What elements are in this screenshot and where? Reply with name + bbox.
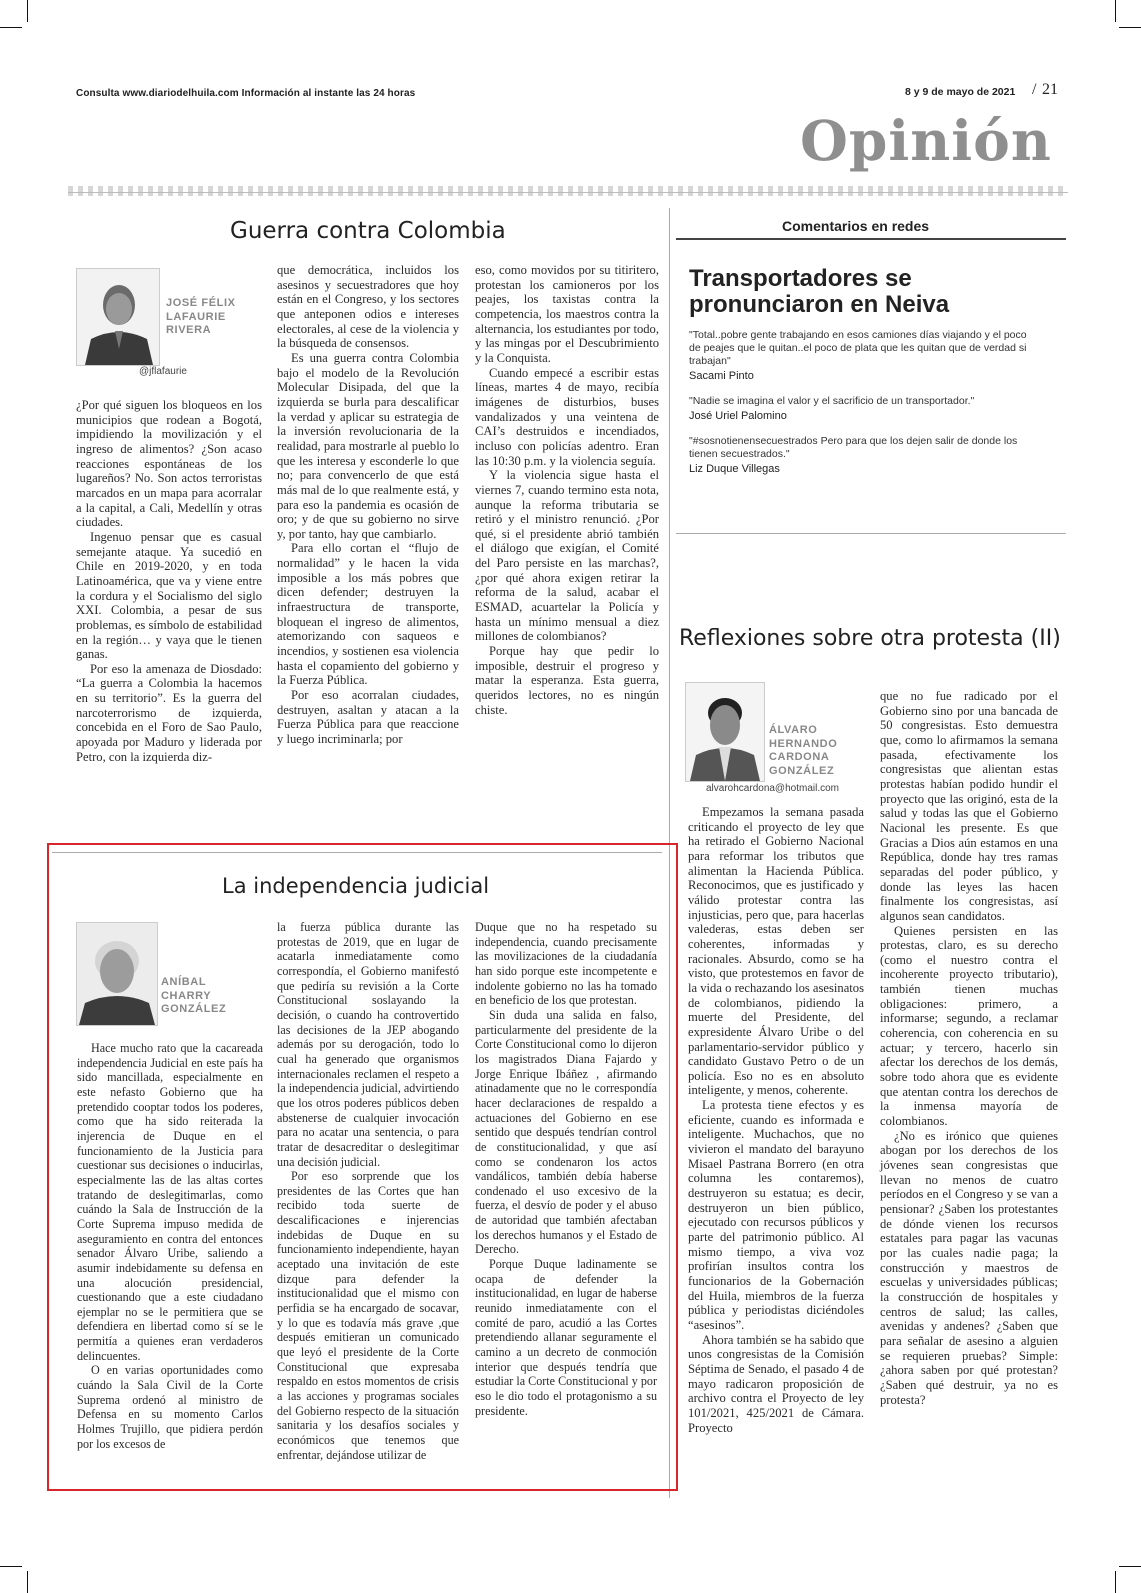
comments-headline: Transportadores se pronunciaron en Neiva: [689, 265, 950, 318]
author-photo: [76, 922, 158, 1026]
comment-quote: "Total..pobre gente trabajando en esos camiones días viajando y el poco de peajes que le quitan..el poco de plata que les quitan que de verdad si trabajan": [689, 329, 1027, 367]
article-column: eso, como movidos por su titiritero, protestan los camioneros por los peajes, los taxistas contra la competencia, los maestros contra la alternancia, los estudiantes por todo, y las mingas por el Descubrimiento y la Conquista. Cuando empecé a escribir estas líneas, martes 4 de mayo, recibía imágenes de disturbios, buses vandalizados y una veintena de CAI’s destruidos e incendiados, incluso con policías adentro. Eran las 10:30 p.m. y la violencia seguía. Y la violencia sigue hasta el viernes 7, cuando termino esta nota, aunque la reforma tributaria se retiró y el ministro renunció. ¿Por qué, si el presidente abrió también el diálogo que exigían, el Comité del Paro persiste en las marchas?, ¿por qué ahora exigen retirar la reforma de la salud, acabar el ESMAD, acuartelar la Policía y hasta un mínimo mensual a diez millones de colombianos? Porque hay que pedir lo imposible, destruir el progreso y matar la esperanza. Esta guerra, queridos lectores, no es ningún chiste.: [475, 263, 659, 717]
article-title: La independencia judicial: [222, 874, 490, 898]
author-name: ANÍBAL CHARRY GONZÁLEZ: [161, 976, 227, 1015]
comment-item: [689, 395, 1039, 422]
article-column: Hace mucho rato que la cacareada independencia Judicial en este país ha sido mancillada, especialmente en este nefasto Gobierno que ha pretendido cooptar todos los poderes, como que ha sido reiterada la injerencia de Duque en el funcionamiento de la Justicia para cuestionar sus decisiones o inducirlas, especialmente las de las altas cortes tratando de deslegitimarlas, como cuándo la Sala de Instrucción de la Corte Suprema impuso medida de aseguramiento en contra del entonces senador Álvaro Uribe, saliendo a asumir indebidamente su defensa en una alocución presidencial, cuestionando que a este ciudadano ejemplar no se le permitiera que se defendiera en libertad como sí se le permitía a quienes eran verdaderos delincuentes. O en varias oportunidades como cuándo la Sala Civil de la Corte Suprema ordenó al ministro de Defensa en su momento Carlos Holmes Trujillo, que pidiera perdón por los excesos de: [77, 1041, 263, 1451]
header-date: 8 y 9 de mayo de 2021: [905, 86, 1016, 98]
crop-mark: [1115, 0, 1116, 22]
comment-item: [689, 329, 1039, 382]
crop-mark: [27, 1571, 28, 1593]
author-photo: [685, 682, 765, 782]
crop-mark: [0, 1566, 22, 1567]
article-title: Reflexiones sobre otra protesta (II): [679, 626, 1061, 651]
author-email: alvarohcardona@hotmail.com: [706, 783, 839, 794]
comment-quote: "#sosnotienensecuestrados Pero para que los dejen salir de donde los tienen secuestrados.": [689, 435, 1018, 460]
crop-mark: [1119, 27, 1141, 28]
decorative-band: [68, 186, 1068, 196]
page-number: 21: [1042, 81, 1058, 98]
author-photo: [76, 268, 160, 366]
section-divider: [676, 533, 1066, 534]
article-column: Duque que no ha respetado su independencia, cuando precisamente las movilizaciones de la ciudadanía han sido porque este incompetente e indolente gobierno no las ha tomado en beneficio de los que protestan. Sin duda una salida en falso, particularmente del presidente de la Corte Constitucional como lo dijeron los magistrados Diana Fajardo y Jorge Enrique Ibáñez , afirmando atinadamente que no le correspondía hacer declaraciones de respaldo a actuaciones del Gobierno en ese sentido que después tendrían control de constitucionalidad, y que así como se condenaron los actos vandálicos, también debía haberse condenado el uso excesivo de la fuerza, el desvío de poder y el abuso de autoridad que también afectaban los derechos humanos y el Estado de Derecho. Porque Duque ladinamente se ocapa de defender la institucionalidad, en lugar de haberse reunido inmediatamente con el comité de paro, acudió a las Cortes pretendiendo allanar seguramente el camino a un decreto de conmoción interior que después tendría que estudiar la Corte Constitucional y por eso le dio todo el protagonismo a su presidente.: [475, 920, 657, 1418]
author-handle: @jflafaurie: [139, 366, 187, 377]
comment-quote: "Nadie se imagina el valor y el sacrificio de un transportador.": [689, 395, 975, 407]
article-column: Empezamos la semana pasada criticando el proyecto de ley que ha retirado el Gobierno Nacional para reformar los tributos que alimentan la Hacienda Pública. Reconocimos, que es justificado y válido protestar contra las injusticias, pero que, para hacerlas valederas, estas deben ser coherentes, informadas y racionales. Absurdo, como se ha visto, que protestemos en favor de la vida o rechazando los asesinatos de colombianos, pidiendo la muerte del Presidente, del expresidente Álvaro Uribe o del parlamentario-servidor público y candidato Gustavo Petro o de un policía. Eso no es en absoluto inteligente, y menos, coherente. La protesta tiene efectos y es eficiente, cuando es informada e inteligente. Muchachos, que no vivieron el mandato del barayuno Misael Pastrana Borrero (en otra columna les contaremos), destruyeron su estatua; es decir, destruyeron un bien público, ejecutado con recursos públicos y parte del patrimonio público. Al mismo tiempo, a viva voz profirían insultos contra los funcionarios de la Gobernación del Huila, miembros de la fuerza pública y periodistas diciéndoles “asesinos”. Ahora también se ha sabido que unos congresistas de la Comisión Séptima de Senado, el pasado 4 de mayo radicaron proposición de archivo contra el Proyecto de ley 101/2021, 425/2021 de Cámara. Proyecto: [688, 805, 864, 1435]
article-column: ¿Por qué siguen los bloqueos en los municipios que rodean a Bogotá, impidiendo la movilización y el ingreso de alimentos? ¿Son acaso reacciones espontáneas de los lugareños? No. Son actos terroristas marcados en un mapa para acorralar a la capital, a Cali, Medellín y otras ciudades. Ingenuo pensar que es casual semejante ataque. Ya sucedió en Chile en 2019-2020, y en toda Latinoamérica, que va y viene entre la cordura y el Socialismo del siglo XXI. Colombia, a pesar de sus problemas, es símbolo de estabilidad en la región… y vaya que le tienen ganas. Por eso la amenaza de Diosdado: “La guerra a Colombia la hacemos en su territorio”. Es la guerra del narcoterrorismo de izquierda, concebida en el Foro de Sao Paulo, apoyada por Maduro y liderada por Petro, con la izquierda diz-: [76, 398, 262, 764]
crop-mark: [1115, 1571, 1116, 1593]
section-divider: [676, 238, 1066, 240]
header-tagline: Consulta www.diariodelhuila.com Información al instante las 24 horas: [76, 88, 416, 99]
article-column: que democrática, incluidos los asesinos y secuestradores que hoy están en el Congreso, y los sectores que anteponen odios e intereses electorales, al cese de la violencia y la búsqueda de consensos. Es una guerra contra Colombia bajo el modelo de la Revolución Molecular Disipada, del que la izquierda se burla para descalificar la verdad y aplicar su estrategia de la inversión revolucionaria de la realidad, para mostrarle al pueblo lo que les interesa y esconderle lo que no; para convencerlo de que está más mal de lo que realmente está, y para eso la pandemia es ocasión de oro; y de que su gobierno no sirve y, por tanto, hay que cambiarlo. Para ello cortan el “flujo de normalidad” y le hacen la vida imposible a los más pobres que dicen defender; destruyen la infraestructura de transporte, bloquean el ingreso de alimentos, atemorizando con saqueos e incendios, y sostienen esa violencia hasta el copamiento del gobierno y la Fuerza Pública. Por eso acorralan ciudades, destruyen, asaltan y atacan a la Fuerza Pública para que reaccione y luego incriminarla; por: [277, 263, 459, 746]
author-name: ÁLVARO HERNANDO CARDONA GONZÁLEZ: [769, 724, 838, 777]
author-name: JOSÉ FÉLIX LAFAURIE RIVERA: [166, 297, 236, 336]
comment-author: José Uriel Palomino: [689, 410, 787, 422]
header-divider: /: [1032, 81, 1037, 98]
decorative-line: [68, 192, 1068, 193]
comments-label: Comentarios en redes: [782, 218, 930, 234]
comment-item: [689, 435, 1039, 475]
comment-author: Sacami Pinto: [689, 370, 754, 382]
comments-list: [689, 329, 1039, 475]
crop-mark: [1119, 1566, 1141, 1567]
article-column: la fuerza pública durante las protestas de 2019, que en lugar de acatarla inmediatamente como correspondía, el Gobierno manifestó que pediría su revisión a la Corte Constitucional soslayando la decisión, o cuando ha controvertido las decisiones de la JEP abogando además por su derogación, todo lo cual ha generado que organismos internacionales reclamen el respeto a la independencia judicial, advirtiendo que los otros poderes públicos deben abstenerse de cualquier invocación para no acatar una sentencia, o para tratar de desacreditar o deslegitimar una decisión judicial. Por eso sorprende que los presidentes de las Cortes que han recibido toda suerte de descalificaciones e injerencias indebidas de Duque en su funcionamiento independiente, hayan aceptado una invitación de este dizque para defender la institucionalidad que el mismo con perfidia se ha encargado de socavar, y lo que es todavía más grave ,que después emitieran un comunicado que leyó el presidente de la Corte Constitucional que expresaba respaldo en estos momentos de crisis a las acciones y programas sociales del Gobierno respecto de la situación sanitaria y los desafíos sociales y económicos que tenemos que enfrentar, dejándose utilizar de: [277, 920, 460, 1462]
section-title: Opinión: [800, 108, 1052, 173]
article-column: que no fue radicado por el Gobierno sino por una bancada de 50 congresistas. Esto demuestra que, como lo afirmamos la semana pasada, efectivamente los congresistas que alientan estas protestas habían podido hundir el proyecto que las originó, esta de la salud y todas las que el Gobierno Nacional les presente. Es que Gracias a Dios aún estamos en una República, donde hay tres ramas separadas del poder público, y donde las leyes las hacen finalmente los congresistas, así algunos sean candidatos. Quienes persisten en las protestas, claro, es su derecho (como el nuestro contra el incoherente proyecto tributario), también tienen muchas obligaciones: primero, a informarse; segundo, a reclamar coherencia, con coherencia en su actuar; y tercero, hacerlo sin afectar los derechos de los demás, sobre todo ahora que es evidente que atentan contra los derechos de la inmensa mayoría de colombianos. ¿No es irónico que quienes abogan por los derechos de los jóvenes sean congresistas que llevan no menos de cuatro períodos en el Congreso y se van a pensionar? ¿Saben los protestantes de dónde vienen los recursos estatales para pagar las vacunas por las cuales nadie paga; la construcción y maestros de escuelas y universidades públicas; la construcción de hospitales y centros de salud; las calles, avenidas y andenes? ¿Saben que para señalar de asesino a alguien se requieren pruebas? Simple: ¿ahora saben por qué protestan? ¿Saben qué destruir, ya no es protesta?: [880, 689, 1058, 1407]
crop-mark: [0, 27, 22, 28]
crop-mark: [27, 0, 28, 22]
article-title: Guerra contra Colombia: [230, 218, 506, 244]
comment-author: Liz Duque Villegas: [689, 463, 780, 475]
